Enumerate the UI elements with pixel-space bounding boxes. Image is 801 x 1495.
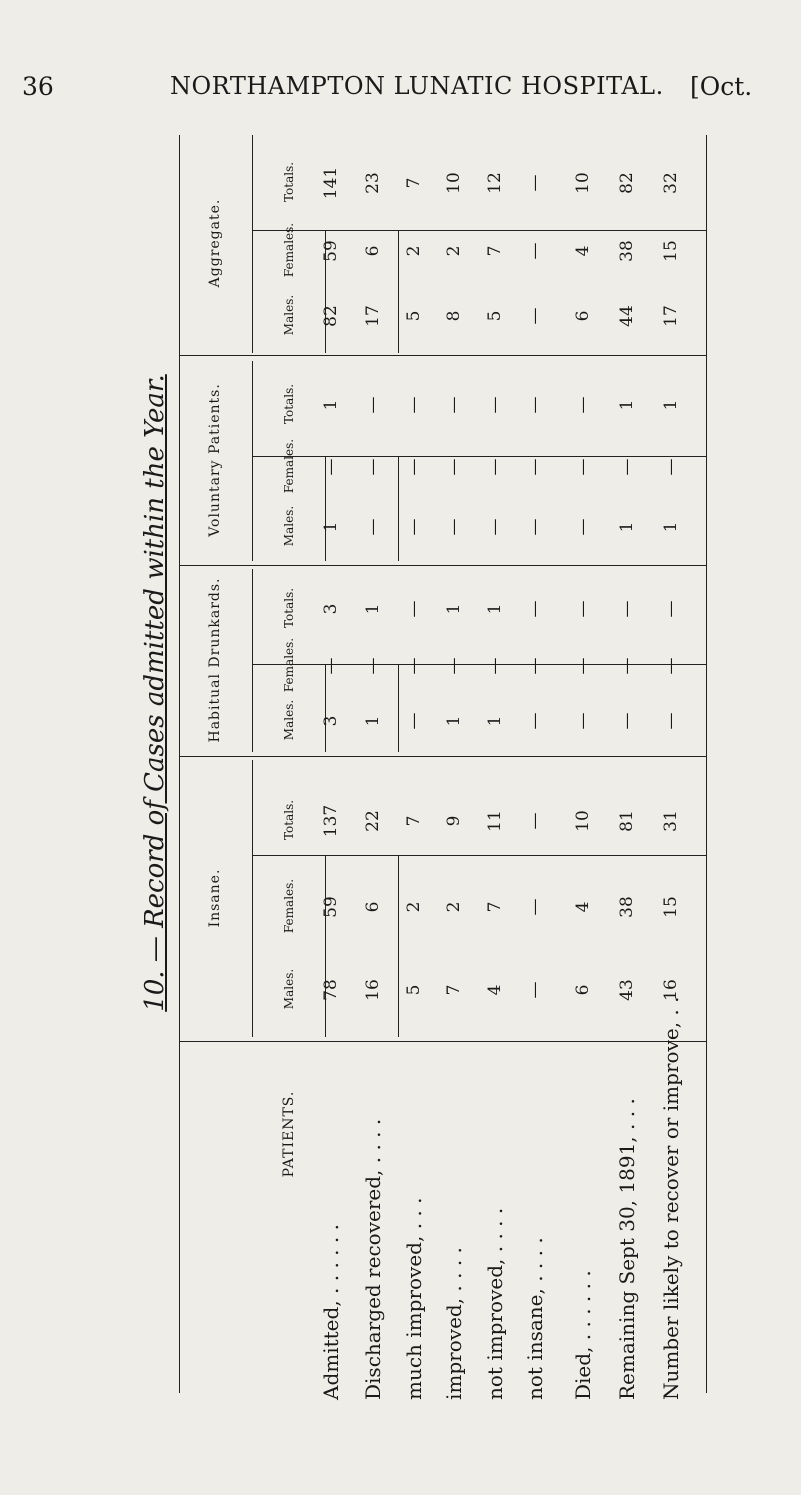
habitual-cell-text: — — [363, 657, 383, 675]
aggregate-column-header-2-text: Totals. — [282, 161, 296, 202]
aggregate-cell-text: 38 — [617, 239, 637, 262]
section-separator-0 — [179, 355, 707, 356]
habitual-cell-text: — — [321, 657, 341, 675]
frame-left — [179, 135, 180, 1393]
voluntary-cell-text: — — [573, 396, 593, 414]
aggregate-cell-text: 6 — [573, 310, 593, 322]
insane-cell-text: — — [525, 981, 545, 999]
insane-cell-text: 7 — [485, 901, 505, 913]
row-label-text: Admitted, . . . . . . — [319, 1224, 343, 1400]
aggregate-cell-text: 7 — [485, 245, 505, 256]
voluntary-column-divider-1 — [398, 456, 399, 561]
habitual-cell-text: — — [404, 657, 424, 675]
voluntary-cell-text: 1 — [617, 521, 637, 533]
insane-column-header-0-text: Males. — [282, 968, 296, 1010]
voluntary-cell-text: — — [573, 458, 593, 476]
table-title-text: 10. — Record of Cases admitted within the Year. — [140, 374, 170, 1012]
voluntary-column-header-0-text: Males. — [282, 505, 296, 547]
insane-cell-text: 11 — [485, 810, 505, 832]
aggregate-cell-text: — — [525, 242, 545, 260]
cases-table — [179, 135, 707, 1400]
insane-cell-text: 4 — [573, 901, 593, 913]
insane-cell-text: 9 — [444, 815, 464, 827]
row-label-text: not improved, . . . . — [483, 1207, 507, 1400]
habitual-header-divider — [252, 569, 253, 752]
voluntary-column-header-1-text: Females. — [282, 438, 296, 494]
row-label-text: Discharged recovered, . . . . — [361, 1118, 385, 1400]
patients-heading-text: PATIENTS. — [281, 1090, 297, 1178]
voluntary-cell-text: — — [661, 458, 681, 476]
row-label-text: Remaining Sept 30, 1891, . . . — [615, 1098, 639, 1400]
insane-header-rule — [252, 855, 707, 856]
habitual-cell-text: — — [573, 600, 593, 618]
voluntary-cell-text: 1 — [661, 399, 681, 411]
row-label-text: improved, . . . . — [442, 1247, 466, 1400]
insane-cell-text: 137 — [321, 804, 341, 838]
insane-cell-text: 43 — [617, 979, 637, 1001]
insane-column-divider-1 — [398, 855, 399, 1037]
aggregate-cell-text: 82 — [321, 305, 341, 327]
habitual-column-header-1-text: Females. — [282, 637, 296, 693]
insane-column-header-2-text: Totals. — [282, 799, 296, 840]
aggregate-cell-text: — — [525, 307, 545, 325]
insane-cell-text: 22 — [363, 810, 383, 832]
habitual-cell-text: — — [573, 712, 593, 730]
habitual-cell-text: — — [661, 600, 681, 618]
insane-header-divider — [252, 760, 253, 1037]
aggregate-cell-text: 2 — [444, 245, 464, 256]
voluntary-cell-text: — — [525, 518, 545, 536]
voluntary-cell-text: — — [525, 458, 545, 476]
aggregate-cell-text: 12 — [485, 172, 505, 194]
habitual-cell-text: 1 — [363, 603, 383, 615]
habitual-cell-text: — — [444, 657, 464, 675]
insane-cell-text: 15 — [661, 895, 681, 918]
aggregate-cell-text: 17 — [661, 305, 681, 327]
aggregate-cell-text: 82 — [617, 172, 637, 194]
insane-cell-text: 2 — [404, 901, 424, 913]
section-separator-1 — [179, 565, 707, 566]
habitual-cell-text: 3 — [321, 715, 341, 727]
aggregate-header-divider — [252, 135, 253, 353]
voluntary-group-heading-text: Voluntary Patients. — [207, 383, 223, 537]
habitual-cell-text: 3 — [321, 603, 341, 615]
habitual-cell-text: 1 — [444, 603, 464, 615]
running-head-title: NORTHAMPTON LUNATIC HOSPITAL. — [170, 72, 664, 100]
voluntary-cell-text: — — [444, 396, 464, 414]
insane-cell-text: 2 — [444, 901, 464, 913]
aggregate-group-heading-text: Aggregate. — [207, 198, 223, 288]
insane-cell-text: 78 — [321, 979, 341, 1001]
running-header — [0, 72, 801, 112]
voluntary-cell-text: — — [525, 396, 545, 414]
insane-cell-text: 81 — [617, 810, 637, 832]
habitual-cell-text: — — [525, 712, 545, 730]
habitual-cell-text: — — [661, 657, 681, 675]
voluntary-cell-text: — — [363, 458, 383, 476]
voluntary-header-divider — [252, 361, 253, 561]
insane-cell-text: 4 — [485, 984, 505, 996]
habitual-group-heading-text: Habitual Drunkards. — [207, 577, 223, 742]
voluntary-column-header-2-text: Totals. — [282, 383, 296, 425]
insane-column-header-1-text: Females. — [282, 878, 296, 933]
voluntary-cell-text: 1 — [321, 521, 341, 533]
insane-group-heading-text: Insane. — [207, 868, 223, 927]
aggregate-cell-text: 8 — [444, 310, 464, 322]
voluntary-cell-text: — — [485, 458, 505, 476]
voluntary-cell-text: 1 — [661, 521, 681, 533]
habitual-cell-text: — — [617, 657, 637, 675]
aggregate-column-header-1-text: Females. — [282, 222, 296, 277]
insane-cell-text: 6 — [363, 901, 383, 913]
aggregate-cell-text: 17 — [363, 305, 383, 327]
aggregate-cell-text: 4 — [573, 245, 593, 256]
row-label-text: much improved, . . . — [402, 1197, 426, 1400]
voluntary-cell-text: — — [617, 458, 637, 476]
voluntary-cell-text: — — [363, 396, 383, 414]
aggregate-cell-text: 15 — [661, 239, 681, 262]
voluntary-cell-text: — — [485, 396, 505, 414]
page-number: 36 — [22, 72, 54, 101]
voluntary-cell-text: — — [404, 518, 424, 536]
insane-cell-text: 10 — [573, 810, 593, 832]
habitual-cell-text: — — [525, 657, 545, 675]
insane-cell-text: — — [525, 812, 545, 830]
voluntary-cell-text: 1 — [321, 399, 341, 411]
habitual-cell-text: — — [617, 600, 637, 618]
voluntary-cell-text: — — [444, 518, 464, 536]
voluntary-cell-text: — — [444, 458, 464, 476]
habitual-cell-text: — — [404, 600, 424, 618]
row-label-text: Number likely to recover or improve, . . — [659, 996, 683, 1400]
habitual-cell-text: 1 — [363, 715, 383, 727]
insane-cell-text: — — [525, 898, 545, 916]
frame-right — [706, 135, 707, 1393]
voluntary-cell-text: 1 — [617, 399, 637, 411]
insane-cell-text: 7 — [404, 815, 424, 827]
row-label-text: not insane, . . . . — [523, 1237, 547, 1400]
aggregate-cell-text: 2 — [404, 245, 424, 256]
voluntary-cell-text: — — [573, 518, 593, 536]
aggregate-cell-text: 10 — [573, 172, 593, 194]
row-label-text: Died, . . . . . . — [571, 1270, 595, 1400]
voluntary-cell-text: — — [404, 458, 424, 476]
habitual-column-header-0-text: Males. — [282, 699, 296, 741]
aggregate-cell-text: — — [525, 174, 545, 192]
aggregate-cell-text: 32 — [661, 172, 681, 194]
habitual-column-header-2-text: Totals. — [282, 588, 296, 629]
aggregate-column-divider-1 — [398, 230, 399, 353]
aggregate-cell-text: 59 — [321, 239, 341, 262]
insane-cell-text: 6 — [573, 984, 593, 996]
section-separator-2 — [179, 756, 707, 757]
insane-cell-text: 59 — [321, 895, 341, 918]
aggregate-cell-text: 44 — [617, 305, 637, 327]
habitual-column-divider-1 — [398, 664, 399, 752]
running-head-month: [Oct. — [690, 72, 753, 101]
aggregate-cell-text: 23 — [363, 172, 383, 194]
aggregate-column-header-0-text: Males. — [282, 294, 296, 336]
voluntary-cell-text: — — [404, 396, 424, 414]
aggregate-cell-text: 7 — [404, 177, 424, 189]
insane-cell-text: 31 — [661, 810, 681, 832]
aggregate-cell-text: 6 — [363, 245, 383, 256]
voluntary-cell-text: — — [485, 518, 505, 536]
insane-cell-text: 7 — [444, 984, 464, 996]
aggregate-cell-text: 5 — [485, 310, 505, 322]
habitual-cell-text: — — [525, 600, 545, 618]
habitual-cell-text: 1 — [485, 603, 505, 615]
insane-cell-text: 16 — [661, 979, 681, 1001]
habitual-cell-text: — — [573, 657, 593, 675]
habitual-cell-text: — — [617, 712, 637, 730]
habitual-cell-text: — — [485, 657, 505, 675]
habitual-cell-text: 1 — [444, 715, 464, 727]
habitual-cell-text: 1 — [485, 715, 505, 727]
aggregate-cell-text: 141 — [321, 166, 341, 200]
habitual-cell-text: — — [404, 712, 424, 730]
aggregate-cell-text: 10 — [444, 172, 464, 194]
voluntary-cell-text: — — [363, 518, 383, 536]
aggregate-cell-text: 5 — [404, 310, 424, 322]
voluntary-cell-text: — — [321, 458, 341, 476]
habitual-cell-text: — — [661, 712, 681, 730]
insane-cell-text: 38 — [617, 895, 637, 918]
insane-cell-text: 5 — [404, 984, 424, 996]
insane-cell-text: 16 — [363, 979, 383, 1001]
